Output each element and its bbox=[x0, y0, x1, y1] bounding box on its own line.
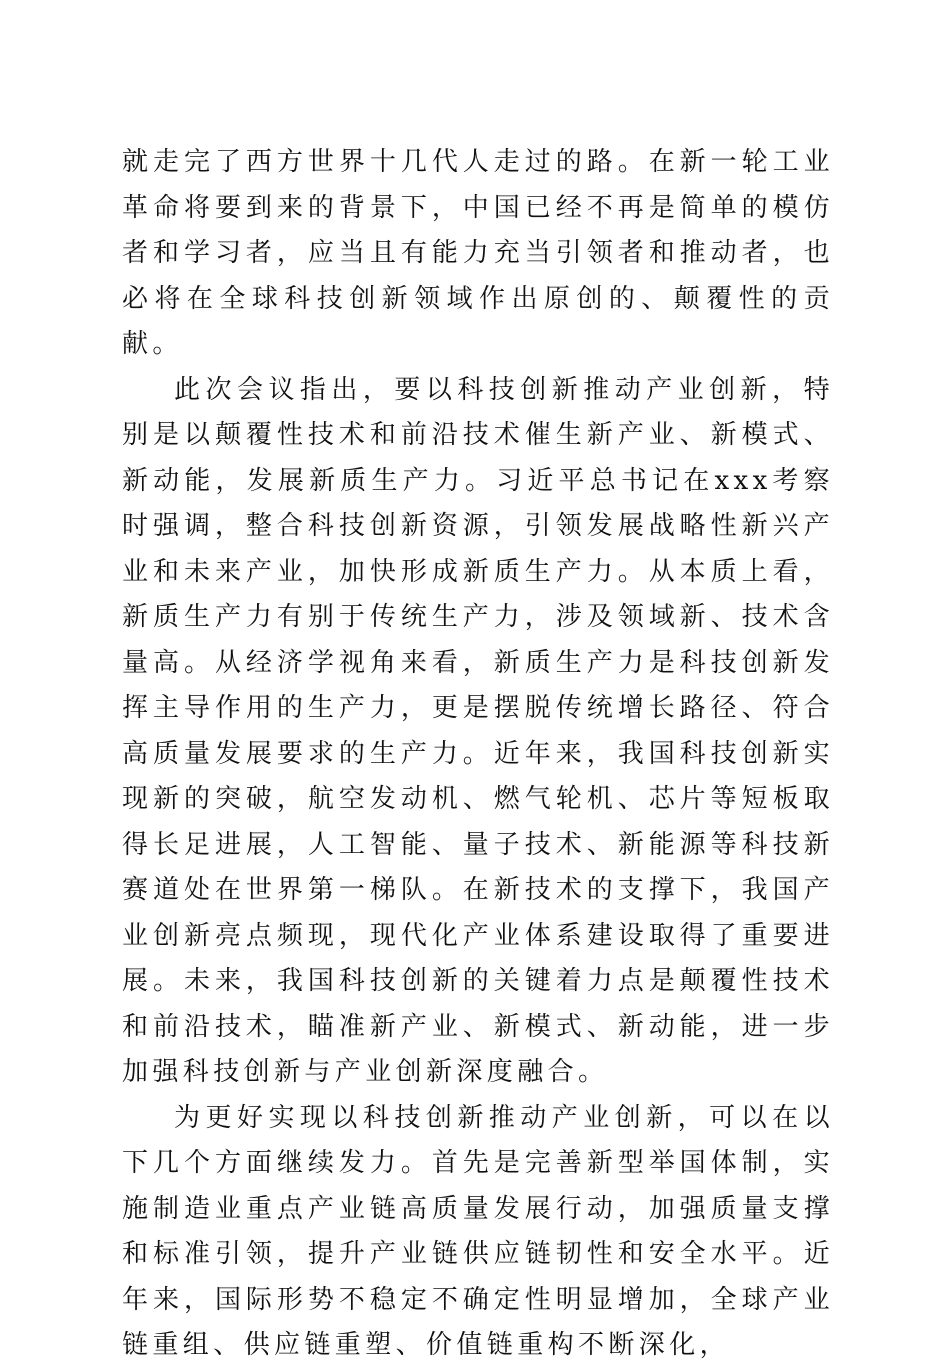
document-body bbox=[122, 140, 834, 1369]
paragraph-2: 此次会议指出，要以科技创新推动产业创新，特别是以颠覆性技术和前沿技术催生新产业、新模式、新动能，发展新质生产力。习近平总书记在xxx考察时强调，整合科技创新资源，引领发展战略性新兴产业和未来产业，加快形成新质生产力。从本质上看，新质生产力有别于传统生产力，涉及领域新、技术含量高。从经济学视角来看，新质生产力是科技创新发挥主导作用的生产力，更是摆脱传统增长路径、符合高质量发展要求的生产力。近年来，我国科技创新实现新的突破，航空发动机、燃气轮机、芯片等短板取得长足进展，人工智能、量子技术、新能源等科技新赛道处在世界第一梯队。在新技术的支撑下，我国产业创新亮点频现，现代化产业体系建设取得了重要进展。未来，我国科技创新的关键着力点是颠覆性技术和前沿技术，瞄准新产业、新模式、新动能，进一步加强科技创新与产业创新深度融合。 bbox=[122, 374, 834, 1087]
paragraph-3: 为更好实现以科技创新推动产业创新，可以在以下几个方面继续发力。首先是完善新型举国体制，实施制造业重点产业链高质量发展行动，加强质量支撑和标准引领，提升产业链供应链韧性和安全水平。近年来，国际形势不稳定不确定性明显增加，全球产业链重组、供应链重塑、价值链重构不断深化， bbox=[122, 1102, 834, 1360]
paragraph-1: 就走完了西方世界十几代人走过的路。在新一轮工业革命将要到来的背景下，中国已经不再是简单的模仿者和学习者，应当且有能力充当引领者和推动者，也必将在全球科技创新领域作出原创的、颠覆性的贡献。 bbox=[122, 147, 834, 359]
